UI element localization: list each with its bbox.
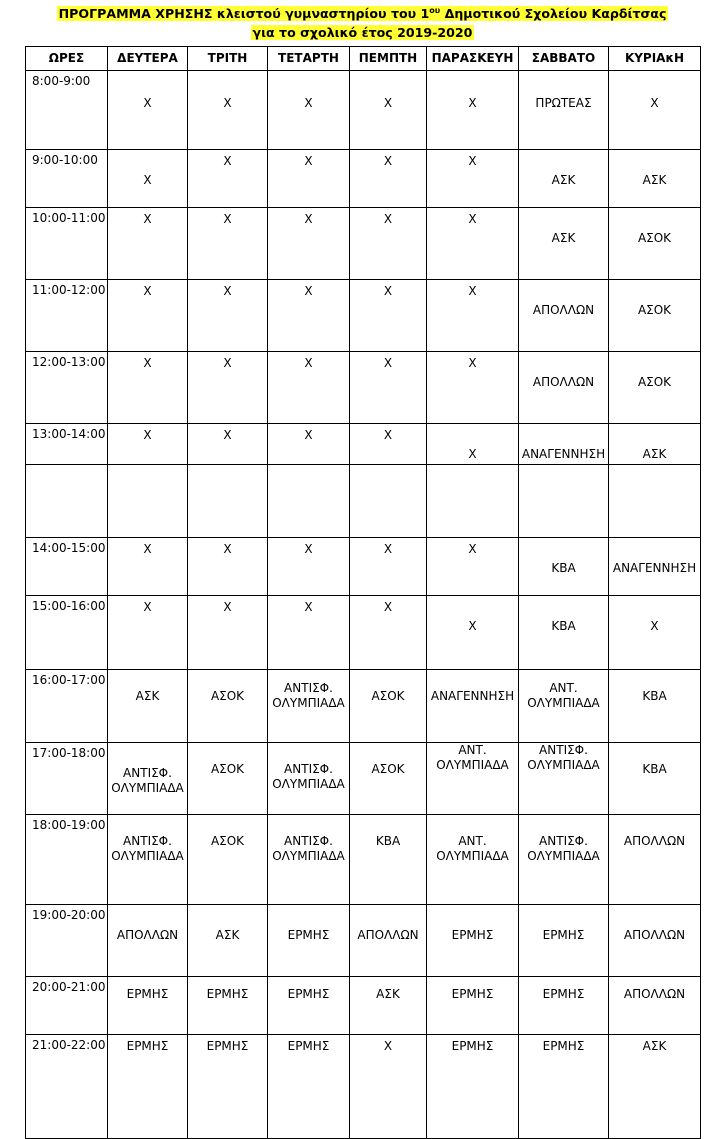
schedule-cell [350, 465, 427, 538]
schedule-cell-value: ΑΣΚ [551, 231, 576, 245]
schedule-cell [268, 150, 350, 208]
schedule-cell [350, 670, 427, 743]
time-slot-cell [26, 743, 108, 815]
schedule-cell-value: ΑΣΟΚ [371, 689, 405, 703]
schedule-cell [188, 280, 268, 352]
schedule-cell [188, 71, 268, 150]
time-slot-label [26, 465, 107, 468]
schedule-cell-value: ΑΠΟΛΛΩΝ [532, 375, 595, 389]
schedule-cell-value: Χ [468, 212, 477, 226]
schedule-cell [350, 743, 427, 815]
schedule-cell [519, 208, 609, 280]
schedule-cell-value: ΑΠΟΛΛΩΝ [623, 834, 686, 848]
schedule-cell [609, 670, 701, 743]
schedule-cell [427, 670, 519, 743]
table-row [26, 280, 701, 352]
schedule-cell [427, 208, 519, 280]
time-slot-label: 8:00-9:00 [32, 74, 91, 88]
schedule-cell [609, 815, 701, 905]
schedule-cell [519, 743, 609, 815]
header-hours: ΩΡΕΣ [26, 47, 108, 71]
schedule-cell [188, 150, 268, 208]
schedule-cell-value: ΑΠΟΛΛΩΝ [623, 928, 686, 942]
schedule-cell-value: ΑΝΤ. ΟΛΥΜΠΙΑΔΑ [436, 743, 509, 772]
schedule-cell-value: ΑΠΟΛΛΩΝ [116, 928, 179, 942]
schedule-cell [427, 280, 519, 352]
schedule-cell-value: ΑΝΤΙΣΦ. ΟΛΥΜΠΙΑΔΑ [111, 766, 184, 795]
schedule-cell-value: ΑΝΤΙΣΦ. ΟΛΥΜΠΙΑΔΑ [527, 743, 600, 772]
schedule-cell [268, 977, 350, 1035]
schedule-cell [350, 538, 427, 596]
schedule-cell-value: ΑΠΟΛΛΩΝ [532, 303, 595, 317]
schedule-cell [188, 977, 268, 1035]
schedule-cell [350, 424, 427, 465]
schedule-cell [108, 1035, 188, 1139]
time-slot-cell [26, 352, 108, 424]
schedule-cell [609, 71, 701, 150]
time-slot-label: 17:00-18:00 [32, 746, 106, 760]
table-row [26, 743, 701, 815]
schedule-cell [519, 977, 609, 1035]
schedule-cell [609, 280, 701, 352]
time-slot-cell [26, 977, 108, 1035]
schedule-cell-value: ΕΡΜΗΣ [126, 1039, 169, 1053]
time-slot-label: 20:00-21:00 [32, 980, 106, 994]
schedule-cell-value: Χ [143, 600, 152, 614]
schedule-cell [108, 352, 188, 424]
schedule-body [26, 71, 701, 1139]
schedule-cell [427, 743, 519, 815]
schedule-cell [268, 71, 350, 150]
schedule-cell-value: ΑΝΑΓΕΝΝΗΣΗ [430, 689, 515, 703]
schedule-cell-value: ΕΡΜΗΣ [287, 987, 330, 1001]
schedule-cell [519, 352, 609, 424]
title-line-1: ΠΡΟΓΡΑΜΜΑ ΧΡΗΣΗΣ κλειστού γυμναστηρίου του $1^{o\upsilon}$ Δημοτικού Σχολείου Καρδίτσας [58, 5, 667, 21]
schedule-cell [609, 977, 701, 1035]
schedule-cell-value: Χ [223, 284, 232, 298]
schedule-cell-value: Χ [223, 542, 232, 556]
schedule-cell [519, 424, 609, 465]
schedule-cell [108, 465, 188, 538]
schedule-cell [268, 815, 350, 905]
schedule-cell [609, 424, 701, 465]
schedule-cell [427, 905, 519, 977]
schedule-cell [188, 424, 268, 465]
schedule-cell [427, 977, 519, 1035]
schedule-cell-value: ΑΣΚ [135, 689, 160, 703]
schedule-cell-value: Χ [143, 356, 152, 370]
schedule-cell-value: ΚΒΑ [551, 619, 576, 633]
schedule-cell [268, 743, 350, 815]
time-slot-label: 19:00-20:00 [32, 908, 106, 922]
schedule-cell-value: ΑΣΟΚ [371, 762, 405, 776]
schedule-cell-value: ΑΣΚ [551, 173, 576, 187]
schedule-cell [609, 596, 701, 670]
schedule-cell [609, 905, 701, 977]
schedule-cell [268, 670, 350, 743]
schedule-cell-value: ΚΒΑ [375, 834, 401, 848]
schedule-cell-value: ΕΡΜΗΣ [542, 987, 585, 1001]
schedule-cell-value: Χ [468, 447, 477, 461]
schedule-cell [350, 208, 427, 280]
schedule-cell-value: ΑΝΤΙΣΦ. ΟΛΥΜΠΙΑΔΑ [272, 834, 345, 863]
schedule-cell-value: Χ [223, 212, 232, 226]
schedule-cell [609, 352, 701, 424]
schedule-cell-value: Χ [383, 356, 393, 370]
schedule-cell-value: Χ [383, 600, 393, 614]
schedule-cell-value: ΑΣΚ [642, 173, 667, 187]
time-slot-cell [26, 280, 108, 352]
schedule-cell [350, 815, 427, 905]
schedule-cell [108, 743, 188, 815]
table-row [26, 538, 701, 596]
schedule-cell-value: ΑΝΤΙΣΦ. ΟΛΥΜΠΙΑΔΑ [527, 834, 600, 863]
schedule-cell [188, 905, 268, 977]
schedule-cell-value: Χ [304, 428, 313, 442]
schedule-cell [427, 1035, 519, 1139]
table-row [26, 465, 701, 538]
schedule-cell [188, 352, 268, 424]
schedule-cell-value: Χ [383, 1039, 393, 1053]
schedule-cell [350, 280, 427, 352]
time-slot-cell [26, 208, 108, 280]
schedule-cell [609, 538, 701, 596]
schedule-cell [108, 280, 188, 352]
schedule-cell-value: ΑΣΟΚ [637, 231, 672, 245]
schedule-cell [188, 1035, 268, 1139]
time-slot-label: 10:00-11:00 [32, 211, 106, 225]
schedule-cell [108, 977, 188, 1035]
table-row [26, 670, 701, 743]
schedule-cell [519, 465, 609, 538]
schedule-cell [268, 424, 350, 465]
schedule-cell-value: ΑΣΚ [642, 447, 667, 461]
header-monday: ΔΕΥΤΕΡΑ [108, 47, 188, 71]
schedule-cell [427, 424, 519, 465]
time-slot-cell [26, 1035, 108, 1139]
table-row [26, 815, 701, 905]
schedule-cell [427, 71, 519, 150]
schedule-cell-value: Χ [468, 542, 477, 556]
schedule-cell [188, 538, 268, 596]
schedule-cell-value: Χ [304, 154, 313, 168]
schedule-cell [108, 538, 188, 596]
schedule-cell-value: ΑΣΟΚ [210, 834, 245, 848]
schedule-cell [108, 71, 188, 150]
time-slot-label: 9:00-10:00 [32, 153, 98, 167]
schedule-cell [427, 352, 519, 424]
schedule-cell-value: Χ [223, 600, 232, 614]
time-slot-label: 15:00-16:00 [32, 599, 106, 613]
schedule-cell [609, 1035, 701, 1139]
schedule-cell [268, 905, 350, 977]
time-slot-cell [26, 538, 108, 596]
time-slot-cell [26, 424, 108, 465]
document-title [0, 4, 725, 42]
table-row [26, 208, 701, 280]
schedule-cell-value: ΚΒΑ [642, 762, 667, 776]
schedule-cell-value: ΑΝΤ. ΟΛΥΜΠΙΑΔΑ [436, 834, 509, 863]
schedule-cell-value: Χ [143, 428, 152, 442]
table-row [26, 1035, 701, 1139]
schedule-cell-value: ΑΝΤΙΣΦ. ΟΛΥΜΠΙΑΔΑ [272, 681, 345, 710]
schedule-cell-value: Χ [304, 542, 313, 556]
schedule-cell-value: ΑΣΚ [376, 987, 400, 1001]
schedule-cell [108, 208, 188, 280]
schedule-cell [268, 1035, 350, 1139]
schedule-cell-value: Χ [143, 173, 152, 187]
schedule-cell [350, 150, 427, 208]
schedule-cell-value: Χ [383, 284, 393, 298]
schedule-cell-value: ΑΣΟΚ [637, 375, 672, 389]
header-sunday: ΚΥΡΙΑκΗ [609, 47, 701, 71]
schedule-cell-value: Χ [143, 542, 152, 556]
header-thursday: ΠΕΜΠΤΗ [350, 47, 427, 71]
time-slot-label: 12:00-13:00 [32, 355, 106, 369]
schedule-cell-value: ΕΡΜΗΣ [542, 1039, 585, 1053]
table-row [26, 596, 701, 670]
time-slot-cell [26, 670, 108, 743]
time-slot-cell [26, 465, 108, 538]
schedule-cell-value: ΑΝΤΙΣΦ. ΟΛΥΜΠΙΑΔΑ [111, 834, 184, 863]
schedule-cell [519, 280, 609, 352]
schedule-cell [427, 815, 519, 905]
schedule-cell-value: Χ [650, 619, 659, 633]
schedule-cell-value: ΕΡΜΗΣ [287, 1039, 330, 1053]
schedule-cell [519, 815, 609, 905]
schedule-cell-value: Χ [468, 619, 477, 633]
schedule-cell [188, 743, 268, 815]
schedule-cell [350, 977, 427, 1035]
header-friday: ΠΑΡΑΣΚΕΥΗ [427, 47, 519, 71]
schedule-cell-value: Χ [304, 356, 313, 370]
title-line-2: για το σχολικό έτος 2019-2020 [252, 25, 473, 40]
schedule-cell [108, 150, 188, 208]
schedule-cell-value: ΑΣΟΚ [637, 303, 672, 317]
header-saturday: ΣΑΒΒΑΤΟ [519, 47, 609, 71]
schedule-cell [268, 465, 350, 538]
schedule-cell-value: Χ [468, 154, 477, 168]
schedule-cell-value: ΚΒΑ [551, 561, 576, 575]
table-row [26, 905, 701, 977]
table-row [26, 424, 701, 465]
schedule-cell [519, 538, 609, 596]
schedule-cell [188, 596, 268, 670]
schedule-cell-value: ΕΡΜΗΣ [206, 987, 249, 1001]
schedule-cell [268, 280, 350, 352]
schedule-cell [427, 596, 519, 670]
schedule-cell [268, 538, 350, 596]
schedule-cell-value: ΕΡΜΗΣ [287, 928, 330, 942]
schedule-cell-value: ΕΡΜΗΣ [451, 928, 494, 942]
schedule-cell [519, 596, 609, 670]
schedule-cell-value: Χ [223, 96, 232, 110]
schedule-cell-value: ΑΣΚ [642, 1039, 667, 1053]
schedule-cell [519, 150, 609, 208]
schedule-cell-value: ΕΡΜΗΣ [126, 987, 169, 1001]
time-slot-label: 11:00-12:00 [32, 283, 106, 297]
schedule-cell-value: Χ [223, 154, 232, 168]
table-row [26, 71, 701, 150]
schedule-cell [609, 743, 701, 815]
schedule-cell-value: Χ [383, 96, 393, 110]
schedule-cell [519, 905, 609, 977]
schedule-cell [519, 670, 609, 743]
schedule-cell [427, 465, 519, 538]
schedule-cell [268, 208, 350, 280]
schedule-cell-value: ΠΡΩΤΕΑΣ [535, 96, 592, 110]
schedule-cell [350, 352, 427, 424]
header-wednesday: ΤΕΤΑΡΤΗ [268, 47, 350, 71]
schedule-cell [268, 596, 350, 670]
schedule-cell [427, 150, 519, 208]
schedule-cell-value: Χ [383, 542, 393, 556]
time-slot-label: 18:00-19:00 [32, 818, 106, 832]
schedule-cell-value: ΑΣΚ [215, 928, 240, 942]
schedule-cell [427, 538, 519, 596]
schedule-cell [108, 424, 188, 465]
schedule-table [25, 46, 701, 1139]
schedule-cell [350, 905, 427, 977]
time-slot-label: 21:00-22:00 [32, 1038, 106, 1052]
schedule-cell [519, 1035, 609, 1139]
schedule-cell-value: Χ [468, 96, 477, 110]
schedule-cell [108, 905, 188, 977]
schedule-cell-value: ΑΠΟΛΛΩΝ [357, 928, 419, 942]
time-slot-cell [26, 596, 108, 670]
schedule-cell-value: ΑΝΤ. ΟΛΥΜΠΙΑΔΑ [527, 681, 600, 710]
schedule-cell-value: Χ [383, 212, 393, 226]
table-row [26, 977, 701, 1035]
schedule-cell [108, 596, 188, 670]
schedule-cell [350, 596, 427, 670]
schedule-cell [519, 71, 609, 150]
schedule-cell-value: Χ [468, 356, 477, 370]
schedule-cell [188, 670, 268, 743]
schedule-cell-value: Χ [143, 284, 152, 298]
schedule-cell [350, 71, 427, 150]
header-tuesday: ΤΡΙΤΗ [188, 47, 268, 71]
schedule-cell [108, 815, 188, 905]
schedule-cell-value: ΕΡΜΗΣ [451, 987, 494, 1001]
schedule-cell-value: Χ [468, 284, 477, 298]
schedule-cell [609, 465, 701, 538]
table-row [26, 150, 701, 208]
schedule-cell-value: Χ [304, 284, 313, 298]
schedule-cell [108, 670, 188, 743]
schedule-cell [609, 208, 701, 280]
schedule-cell [268, 352, 350, 424]
time-slot-label: 13:00-14:00 [32, 427, 106, 441]
schedule-cell-value: Χ [143, 212, 152, 226]
schedule-cell-value: ΚΒΑ [642, 689, 667, 703]
schedule-cell [188, 815, 268, 905]
schedule-cell-value: Χ [304, 96, 313, 110]
schedule-cell-value: Χ [383, 428, 393, 442]
schedule-cell-value: ΑΣΟΚ [210, 689, 245, 703]
schedule-cell-value: ΑΝΑΓΕΝΝΗΣΗ [612, 561, 697, 575]
header-row [26, 47, 701, 71]
schedule-cell-value: ΑΝΤΙΣΦ. ΟΛΥΜΠΙΑΔΑ [272, 762, 345, 791]
schedule-cell-value: ΕΡΜΗΣ [206, 1039, 249, 1053]
time-slot-cell [26, 150, 108, 208]
time-slot-cell [26, 71, 108, 150]
time-slot-label: 14:00-15:00 [32, 541, 106, 555]
schedule-cell-value: ΕΡΜΗΣ [542, 928, 585, 942]
schedule-cell-value: ΑΠΟΛΛΩΝ [623, 987, 686, 1001]
schedule-cell-value: ΑΣΟΚ [210, 762, 245, 776]
table-row [26, 352, 701, 424]
schedule-cell-value: Χ [383, 154, 393, 168]
schedule-cell-value: Χ [304, 600, 313, 614]
schedule-cell-value: Χ [143, 96, 152, 110]
schedule-cell-value: Χ [304, 212, 313, 226]
time-slot-label: 16:00-17:00 [32, 673, 106, 687]
schedule-cell-value: ΑΝΑΓΕΝΝΗΣΗ [521, 447, 606, 461]
schedule-cell [188, 465, 268, 538]
schedule-cell [188, 208, 268, 280]
schedule-cell-value: Χ [650, 96, 659, 110]
schedule-cell [609, 150, 701, 208]
schedule-cell-value: Χ [223, 356, 232, 370]
schedule-cell [350, 1035, 427, 1139]
schedule-cell-value: ΕΡΜΗΣ [451, 1039, 494, 1053]
schedule-cell-value: Χ [223, 428, 232, 442]
time-slot-cell [26, 815, 108, 905]
time-slot-cell [26, 905, 108, 977]
